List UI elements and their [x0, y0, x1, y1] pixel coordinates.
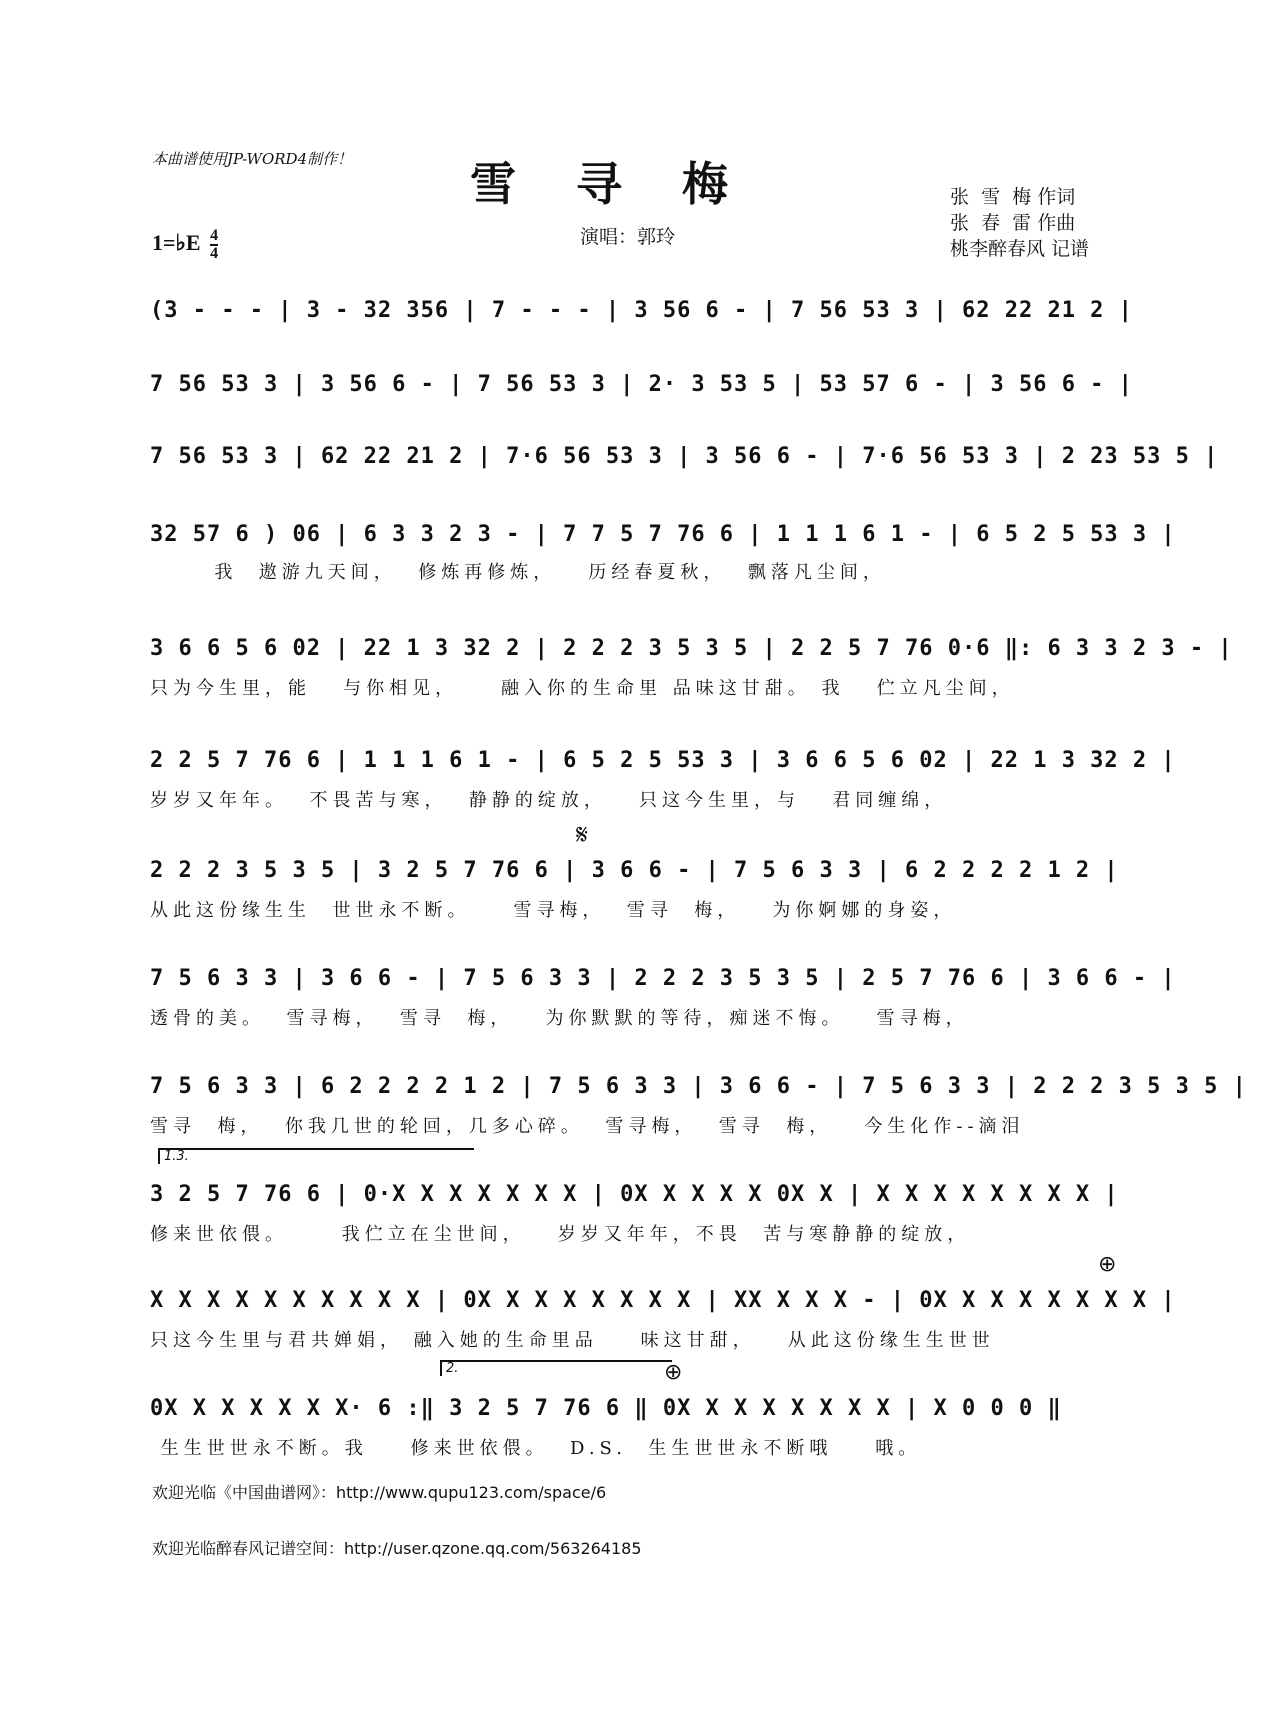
score-row-11-notes: X X X X X X X X X X | 0X X X X X X X X | XX X X X - | 0X X X X X X X X | — [150, 1288, 1176, 1313]
score-row-1-notes: (3 - - - | 3 - 32 356 | 7 - - - | 3 56 6 - | 7 56 53 3 | 62 22 21 2 | — [150, 298, 1133, 323]
singer-credit: 演唱：郭玲 — [580, 226, 676, 248]
song-title: 雪寻梅 — [470, 157, 788, 211]
score-row-9-notes: 7 5 6 3 3 | 6 2 2 2 2 1 2 | 7 5 6 3 3 | 3 6 6 - | 7 5 6 3 3 | 2 2 2 3 5 3 5 | — [150, 1074, 1247, 1099]
creator-credits — [950, 184, 1089, 262]
score-row-12-notes: 0X X X X X X X· 6 :‖ 3 2 5 7 76 6 ‖ 0X X X X X X X X | X 0 0 0 ‖ — [150, 1396, 1062, 1421]
coda-sign-2: ⊕ — [664, 1360, 683, 1385]
time-signature — [210, 228, 218, 262]
volta-2: 2. — [440, 1360, 672, 1376]
score-row-5-lyrics: 只为今生里，能 与你相见， 融入你的生命里 品味这甘甜。 我 伫立凡尘间， — [150, 678, 1015, 699]
score-row-10-notes: 3 2 5 7 76 6 | 0·X X X X X X X | 0X X X X X 0X X | X X X X X X X X | — [150, 1182, 1119, 1207]
score-row-7-lyrics: 从此这份缘生生 世世永不断。 雪寻梅， 雪寻 梅， 为你婀娜的身姿， — [150, 900, 957, 921]
score-row-8-lyrics: 透骨的美。 雪寻梅， 雪寻 梅， 为你默默的等待，痴迷不悔。 雪寻梅， — [150, 1008, 969, 1029]
software-note: 本曲谱使用JP-WORD4制作！ — [152, 150, 353, 168]
score-row-7-notes: 2 2 2 3 5 3 5 | 3 2 5 7 76 6 | 3 6 6 - | 7 5 6 3 3 | 6 2 2 2 2 1 2 | — [150, 858, 1119, 883]
score-row-6-notes: 2 2 5 7 76 6 | 1 1 1 6 1 - | 6 5 2 5 53 3 | 3 6 6 5 6 02 | 22 1 3 32 2 | — [150, 748, 1176, 773]
score-row-3-notes: 7 56 53 3 | 62 22 21 2 | 7·6 56 53 3 | 3 56 6 - | 7·6 56 53 3 | 2 23 53 5 | — [150, 444, 1219, 469]
score-row-8-notes: 7 5 6 3 3 | 3 6 6 - | 7 5 6 3 3 | 2 2 2 3 5 3 5 | 2 5 7 76 6 | 3 6 6 - | — [150, 966, 1176, 991]
score-row-5-notes: 3 6 6 5 6 02 | 22 1 3 32 2 | 2 2 2 3 5 3 5 | 2 2 5 7 76 0·6 ‖: 6 3 3 2 3 - | — [150, 636, 1233, 661]
time-bottom: 4 — [210, 245, 219, 262]
time-top: 4 — [210, 227, 219, 244]
score-row-11-lyrics: 只这今生里与君共婵娟， 融入她的生命里品 味这甘甜， 从此这份缘生生世世 — [150, 1330, 995, 1351]
key-signature — [152, 228, 218, 262]
score-row-6-lyrics: 岁岁又年年。 不畏苦与寒， 静静的绽放， 只这今生里，与 君同缠绵， — [150, 790, 948, 811]
score-row-2-notes: 7 56 53 3 | 3 56 6 - | 7 56 53 3 | 2· 3 53 5 | 53 57 6 - | 3 56 6 - | — [150, 372, 1133, 397]
volta-1: 1.3. — [158, 1148, 474, 1164]
transcriber-credit: 桃李醉春风 记谱 — [950, 238, 1090, 260]
score-row-4-notes: 32 57 6 ) 06 | 6 3 3 2 3 - | 7 7 5 7 76 6 | 1 1 1 6 1 - | 6 5 2 5 53 3 | — [150, 522, 1176, 547]
segno-sign: 𝄋 — [576, 818, 589, 851]
footer-link-2: 欢迎光临醉春风记谱空间：http://user.qzone.qq.com/563264185 — [152, 1539, 642, 1558]
coda-sign-1: ⊕ — [1098, 1252, 1117, 1277]
composer-credit: 张 春 雷 作曲 — [950, 212, 1076, 234]
score-row-10-lyrics: 修来世依偎。 我伫立在尘世间， 岁岁又年年，不畏 苦与寒静静的绽放， — [150, 1224, 971, 1245]
footer-link-1: 欢迎光临《中国曲谱网》：http://www.qupu123.com/space/6 — [152, 1483, 607, 1502]
key-label: 1=♭E — [152, 230, 201, 256]
score-row-12-lyrics: 生生世世永不断。我 修来世依偎。 D.S. 生生世世永不断哦 哦。 — [150, 1438, 922, 1459]
score-row-9-lyrics: 雪寻 梅， 你我几世的轮回，几多心碎。 雪寻梅， 雪寻 梅， 今生化作--滴泪 — [150, 1116, 1025, 1137]
score-row-4-lyrics: 我 遨游九天间， 修炼再修炼， 历经春夏秋， 飘落凡尘间， — [150, 562, 886, 583]
lyricist-credit: 张 雪 梅 作词 — [950, 186, 1076, 208]
